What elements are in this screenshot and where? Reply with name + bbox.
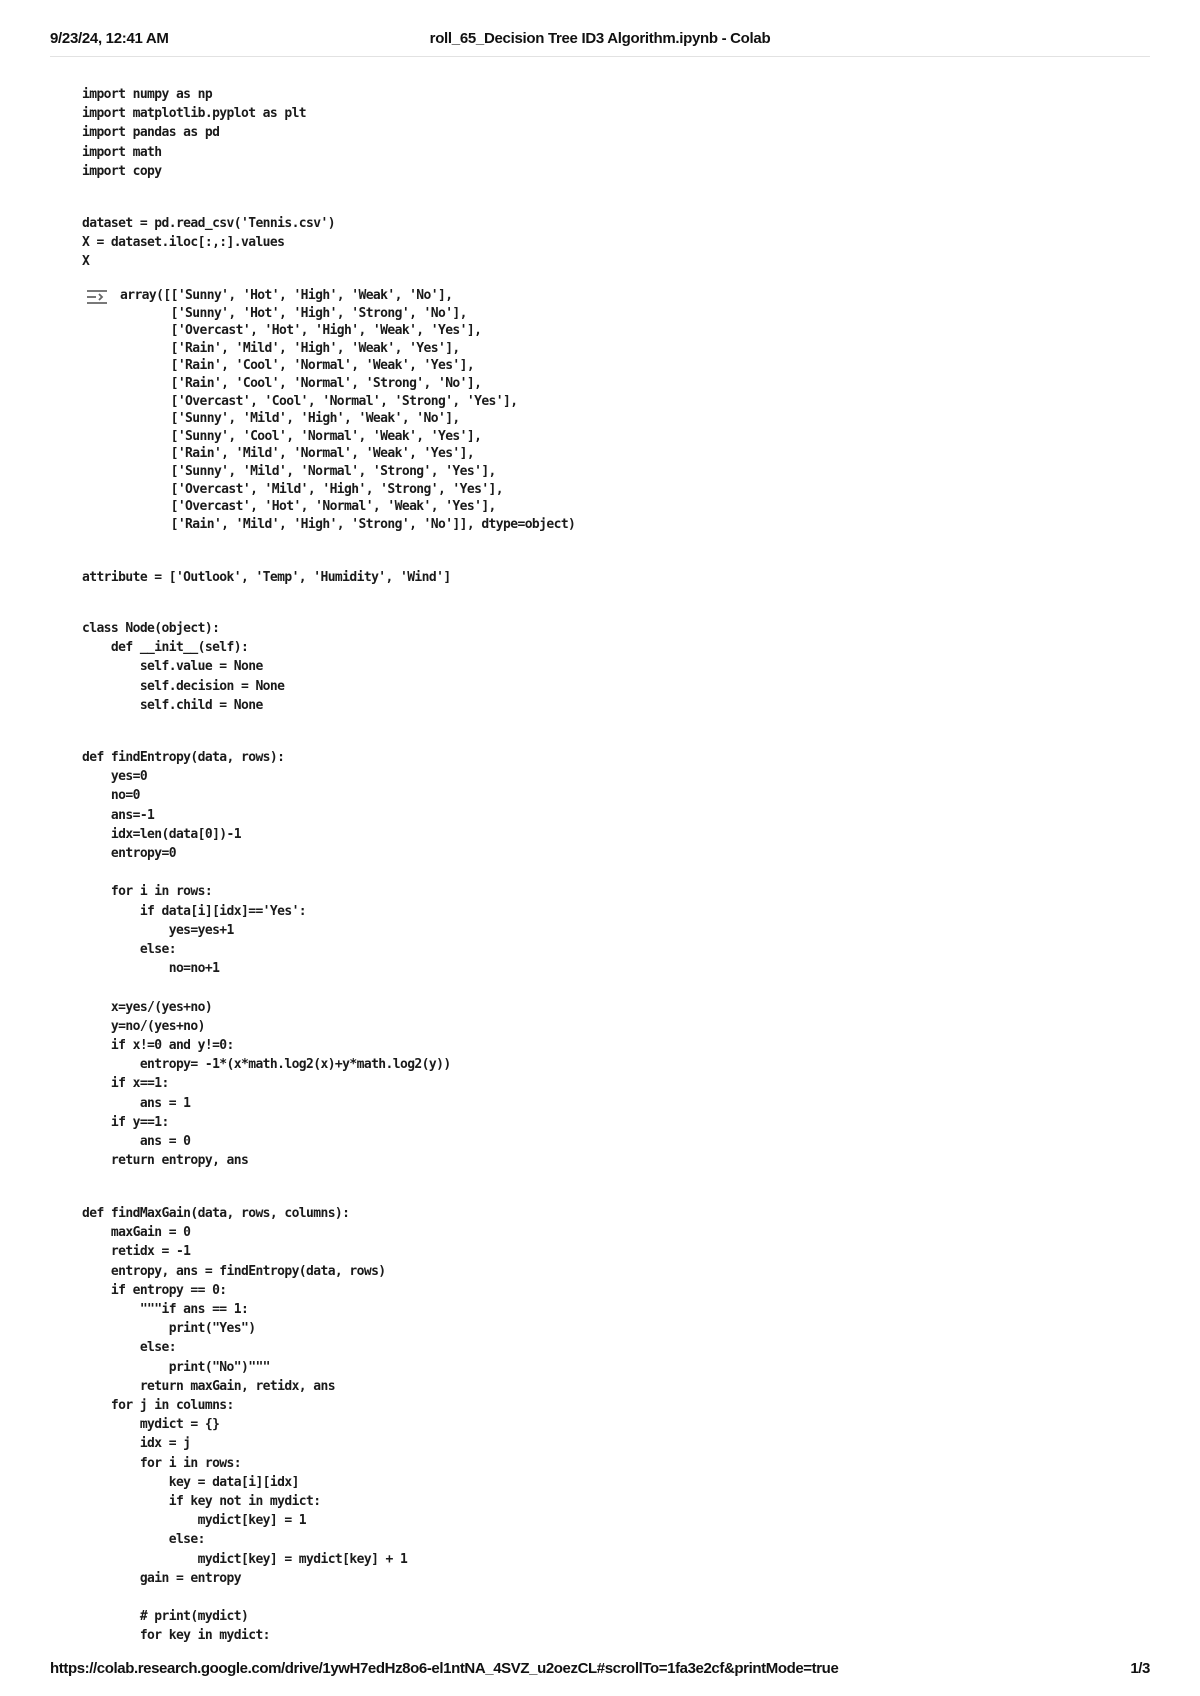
header-divider: [50, 56, 1150, 57]
code-cell-imports[interactable]: import numpy as np import matplotlib.pyplot as plt import pandas as pd import math import copy: [82, 87, 307, 179]
code-cell-find-max-gain[interactable]: def findMaxGain(data, rows, columns): maxGain = 0 retidx = -1 entropy, ans = findEntropy(data, rows) if entropy == 0: """if ans == 1: print("Yes") else: print("No")""" return maxGain, retidx, ans for j in columns: mydict = {} idx = j for i in rows: key = data[i][idx] if key not in mydict: mydict[key] = 1 else: mydict[key] = mydict[key] + 1 gain = entropy # print(mydict) for key in mydict:: [82, 1206, 408, 1644]
code-cell-find-entropy[interactable]: def findEntropy(data, rows): yes=0 no=0 ans=-1 idx=len(data[0])-1 entropy=0 for i in rows: if data[i][idx]=='Yes': yes=yes+1 else: no=no+1 x=yes/(yes+no) y=no/(yes+no) if x!=0 and y!=0: entropy= -1*(x*math.log2(x)+y*math.log2(y)) if x==1: ans = 1 if y==1: ans = 0 return entropy, ans: [82, 750, 451, 1169]
page-number: 1/3: [1130, 1660, 1150, 1677]
output-collapse-icon[interactable]: [86, 289, 108, 305]
print-header: [50, 30, 1150, 54]
code-cell-node-class[interactable]: class Node(object): def __init__(self): self.value = None self.decision = None self.child = None: [82, 621, 285, 713]
notebook-title: roll_65_Decision Tree ID3 Algorithm.ipynb - Colab: [429, 30, 771, 47]
page-url: https://colab.research.google.com/drive/1ywH7edHz8o6-el1ntNA_4SVZ_u2oezCL#scrollTo=1fa3e2cf&printMode=true: [50, 1660, 839, 1677]
code-cell-attribute[interactable]: attribute = ['Outlook', 'Temp', 'Humidity', 'Wind']: [82, 570, 451, 585]
code-cell-dataset[interactable]: dataset = pd.read_csv('Tennis.csv') X = dataset.iloc[:,:].values X: [82, 216, 335, 270]
print-footer: [50, 1660, 1150, 1684]
array-output: array([['Sunny', 'Hot', 'High', 'Weak', 'No'], ['Sunny', 'Hot', 'High', 'Strong', 'No'], ['Overcast', 'Hot', 'High', 'Weak', 'Yes'], ['Rain', 'Mild', 'High', 'Weak', 'Yes'], ['Rain', 'Cool', 'Normal', 'Weak', 'Yes'], ['Rain', 'Cool', 'Normal', 'Strong', 'No'], ['Overcast', 'Cool', 'Normal', 'Strong', 'Yes'], ['Sunny', 'Mild', 'High', 'Weak', 'No'], ['Sunny', 'Cool', 'Normal', 'Weak', 'Yes'], ['Rain', 'Mild', 'Normal', 'Weak', 'Yes'], ['Sunny', 'Mild', 'Normal', 'Strong', 'Yes'], ['Overcast', 'Mild', 'High', 'Strong', 'Yes'], ['Overcast', 'Hot', 'Normal', 'Weak', 'Yes'], ['Rain', 'Mild', 'High', 'Strong', 'No']], dtype=object): [120, 288, 576, 532]
print-datetime: 9/23/24, 12:41 AM: [50, 30, 169, 47]
